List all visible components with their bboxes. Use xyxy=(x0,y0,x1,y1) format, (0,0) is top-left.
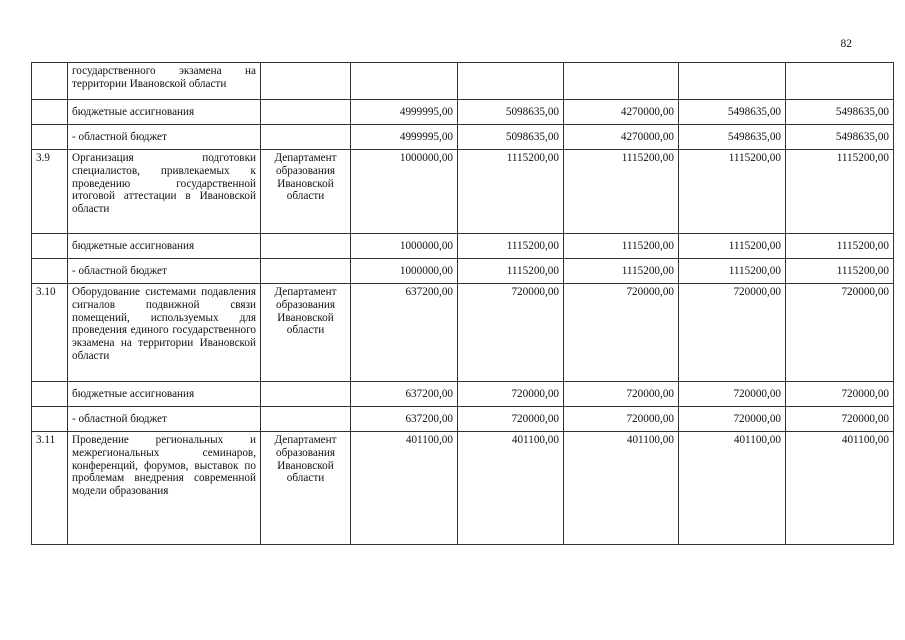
amount-cell: 720000,00 xyxy=(786,407,894,432)
amount-cell: 637200,00 xyxy=(351,407,458,432)
amount-cell: 637200,00 xyxy=(351,284,458,382)
amount-cell: 1115200,00 xyxy=(564,150,679,234)
row-number xyxy=(32,382,68,407)
department xyxy=(261,259,351,284)
funding-type: бюджетные ассигнования xyxy=(68,100,261,125)
measure-name: государственного экзамена на территории Ивановской области xyxy=(68,63,261,100)
table-row xyxy=(32,432,894,545)
amount-cell xyxy=(679,63,786,100)
amount-cell: 1115200,00 xyxy=(786,259,894,284)
measure-name: Организация подготовки специалистов, привлекаемых к проведению государственной итоговой аттестации в Ивановской области xyxy=(68,150,261,234)
amount-cell: 401100,00 xyxy=(786,432,894,545)
amount-cell: 401100,00 xyxy=(564,432,679,545)
department: Департамент образования Ивановской области xyxy=(261,284,351,382)
amount-cell: 1115200,00 xyxy=(679,259,786,284)
measure-name: Оборудование системами подавления сигналов подвижной связи помещений, используемых для проведения единого государственного экзамена на территории Ивановской области xyxy=(68,284,261,382)
budget-table xyxy=(31,62,894,545)
amount-cell: 720000,00 xyxy=(679,382,786,407)
amount-cell: 1115200,00 xyxy=(564,234,679,259)
row-number xyxy=(32,407,68,432)
table-row xyxy=(32,150,894,234)
funding-source: - областной бюджет xyxy=(68,407,261,432)
amount-cell xyxy=(786,63,894,100)
department xyxy=(261,407,351,432)
amount-cell: 720000,00 xyxy=(458,284,564,382)
amount-cell: 720000,00 xyxy=(458,407,564,432)
amount-cell xyxy=(564,63,679,100)
row-number xyxy=(32,125,68,150)
amount-cell: 4999995,00 xyxy=(351,125,458,150)
department: Департамент образования Ивановской области xyxy=(261,150,351,234)
row-number xyxy=(32,100,68,125)
table-row xyxy=(32,100,894,125)
amount-cell: 1115200,00 xyxy=(458,234,564,259)
department xyxy=(261,63,351,100)
department: Департамент образования Ивановской области xyxy=(261,432,351,545)
amount-cell: 720000,00 xyxy=(786,382,894,407)
table-row xyxy=(32,125,894,150)
funding-type: бюджетные ассигнования xyxy=(68,382,261,407)
amount-cell: 5498635,00 xyxy=(679,100,786,125)
amount-cell: 720000,00 xyxy=(679,284,786,382)
amount-cell: 720000,00 xyxy=(564,407,679,432)
amount-cell: 4999995,00 xyxy=(351,100,458,125)
department xyxy=(261,234,351,259)
table-row xyxy=(32,63,894,100)
funding-type: бюджетные ассигнования xyxy=(68,234,261,259)
table-row xyxy=(32,407,894,432)
amount-cell: 5098635,00 xyxy=(458,125,564,150)
table-row xyxy=(32,284,894,382)
table-row xyxy=(32,382,894,407)
amount-cell: 720000,00 xyxy=(679,407,786,432)
table-row xyxy=(32,234,894,259)
amount-cell: 720000,00 xyxy=(458,382,564,407)
measure-name: Проведение региональных и межрегиональных семинаров, конференций, форумов, выставок по проблемам внедрения современной модели образования xyxy=(68,432,261,545)
amount-cell: 720000,00 xyxy=(786,284,894,382)
amount-cell: 720000,00 xyxy=(564,284,679,382)
table-row xyxy=(32,259,894,284)
amount-cell: 1115200,00 xyxy=(458,150,564,234)
row-number xyxy=(32,259,68,284)
amount-cell: 720000,00 xyxy=(564,382,679,407)
amount-cell: 1115200,00 xyxy=(786,150,894,234)
amount-cell: 1115200,00 xyxy=(458,259,564,284)
amount-cell: 1115200,00 xyxy=(679,150,786,234)
amount-cell xyxy=(458,63,564,100)
amount-cell: 1000000,00 xyxy=(351,234,458,259)
amount-cell: 5498635,00 xyxy=(786,100,894,125)
amount-cell: 4270000,00 xyxy=(564,125,679,150)
amount-cell: 401100,00 xyxy=(679,432,786,545)
row-number xyxy=(32,234,68,259)
amount-cell: 1115200,00 xyxy=(564,259,679,284)
row-number: 3.9 xyxy=(32,150,68,234)
department xyxy=(261,100,351,125)
department xyxy=(261,125,351,150)
amount-cell: 1115200,00 xyxy=(679,234,786,259)
amount-cell: 1115200,00 xyxy=(786,234,894,259)
amount-cell: 637200,00 xyxy=(351,382,458,407)
row-number: 3.11 xyxy=(32,432,68,545)
amount-cell: 4270000,00 xyxy=(564,100,679,125)
amount-cell: 5498635,00 xyxy=(679,125,786,150)
funding-source: - областной бюджет xyxy=(68,125,261,150)
amount-cell: 1000000,00 xyxy=(351,150,458,234)
funding-source: - областной бюджет xyxy=(68,259,261,284)
amount-cell xyxy=(351,63,458,100)
amount-cell: 401100,00 xyxy=(351,432,458,545)
row-number xyxy=(32,63,68,100)
amount-cell: 1000000,00 xyxy=(351,259,458,284)
department xyxy=(261,382,351,407)
amount-cell: 401100,00 xyxy=(458,432,564,545)
amount-cell: 5098635,00 xyxy=(458,100,564,125)
amount-cell: 5498635,00 xyxy=(786,125,894,150)
row-number: 3.10 xyxy=(32,284,68,382)
page-number: 82 xyxy=(840,38,852,50)
